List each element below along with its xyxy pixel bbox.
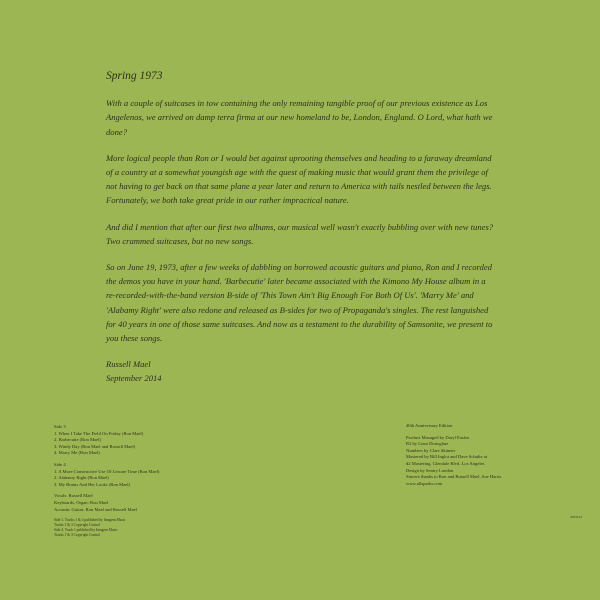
track-item: 3. Windy Day (Ron Mael and Russell Mael) bbox=[54, 443, 136, 449]
side-4-label: Side 4 bbox=[54, 461, 66, 467]
website-link: www.allsparks.com bbox=[406, 480, 443, 486]
track-item: 4. Marry Me (Ron Mael) bbox=[54, 450, 100, 456]
essay-paragraph: More logical people than Ron or I would bet against uprooting themselves and heading to a faraway dreamland of a country at a somewhat youngish age with the quest of making music that would grant them the privilege of not having to get back on that same plane a year later and return to America with tails nestled between the legs. Fortunately, we both take great pride in our rather impractical nature. bbox=[106, 152, 492, 206]
signature-name: Russell Mael bbox=[106, 359, 151, 370]
production-credits-block bbox=[406, 423, 582, 519]
catalog-number: 4703152 bbox=[570, 515, 582, 519]
credit-line: Mastered by Bill Inglot and Dave Schultz at bbox=[406, 454, 488, 460]
publishing-note: Tracks 1 & 3 Copyright Control bbox=[54, 533, 101, 538]
track-item: 3. My Brains And Her Looks (Ron Mael) bbox=[54, 481, 131, 487]
publishing-note: Side 4. Track 1 published by Imagem Music bbox=[54, 528, 118, 533]
credit-line: Design by Sentry London bbox=[406, 467, 454, 473]
credit-line: d2 Mastering, Glendale Blvd, Los Angeles bbox=[406, 460, 485, 466]
track-item: 2. Alabamy Right (Ron Mael) bbox=[54, 475, 109, 481]
essay-title: Spring 1973 bbox=[106, 70, 163, 82]
publishing-note: Tracks 1 & 3 Copyright Control bbox=[54, 523, 101, 528]
essay-paragraph: So on June 19, 1973, after a few weeks of dabbling on borrowed acoustic guitars and piano, Ron and I recorded the demos you have in your hand. 'Barbecutie' later became associated with the Kimono My House album in a re-recorded-with-the-band version B-side of 'This Town Ain't Big Enough For Both Of Us'. 'Marry Me' and 'Alabamy Right' were also redone and released as B-sides for two of Propaganda's singles. The rest languished for 40 years in one of those same suitcases. And now as a testament to the durability of Samsonite, we present to you these songs. bbox=[106, 262, 493, 344]
credit-line: R2 by Liam Donoghue bbox=[406, 441, 449, 447]
liner-notes-essay bbox=[106, 69, 496, 386]
credit-line: Numbers by Clare Skinner bbox=[406, 447, 456, 453]
essay-paragraph: With a couple of suitcases in tow containing the only remaining tangible proof of our previous existence as Los Angelenos, we arrived on damp terra firma at our new homeland to be, London, England. O Lord, what hath we done? bbox=[106, 98, 493, 137]
publishing-note: Side 3. Tracks 1 & 4 published by Imagem Music bbox=[54, 518, 126, 523]
signature-date: September 2014 bbox=[106, 373, 162, 384]
personnel-item: Acoustic Guitar: Ron Mael and Russell Mael bbox=[54, 506, 137, 512]
credit-line: Product Managed by Daryl Easlea bbox=[406, 434, 470, 440]
credit-line: Sincere thanks to Ron and Russell Mael, Sue Harris bbox=[406, 474, 502, 480]
tracklist-block bbox=[54, 424, 254, 538]
side-3-label: Side 3 bbox=[54, 424, 66, 429]
personnel-item: Keyboards, Organ: Ron Mael bbox=[54, 499, 109, 505]
edition-label: 40th Anniversary Edition bbox=[406, 423, 453, 428]
track-item: 1. A More Constructive Use Of Leisure Time (Ron Mael) bbox=[54, 468, 160, 474]
personnel-item: Vocals: Russell Mael bbox=[54, 493, 93, 499]
track-item: 2. Barbecutie (Ron Mael) bbox=[54, 437, 101, 443]
essay-paragraph: And did I mention that after our first two albums, our musical well wasn't exactly bubbling over with new tunes? Two crammed suitcases, but no new songs. bbox=[106, 221, 494, 246]
track-item: 1. When I Take The Field On Friday (Ron Mael) bbox=[54, 430, 144, 436]
